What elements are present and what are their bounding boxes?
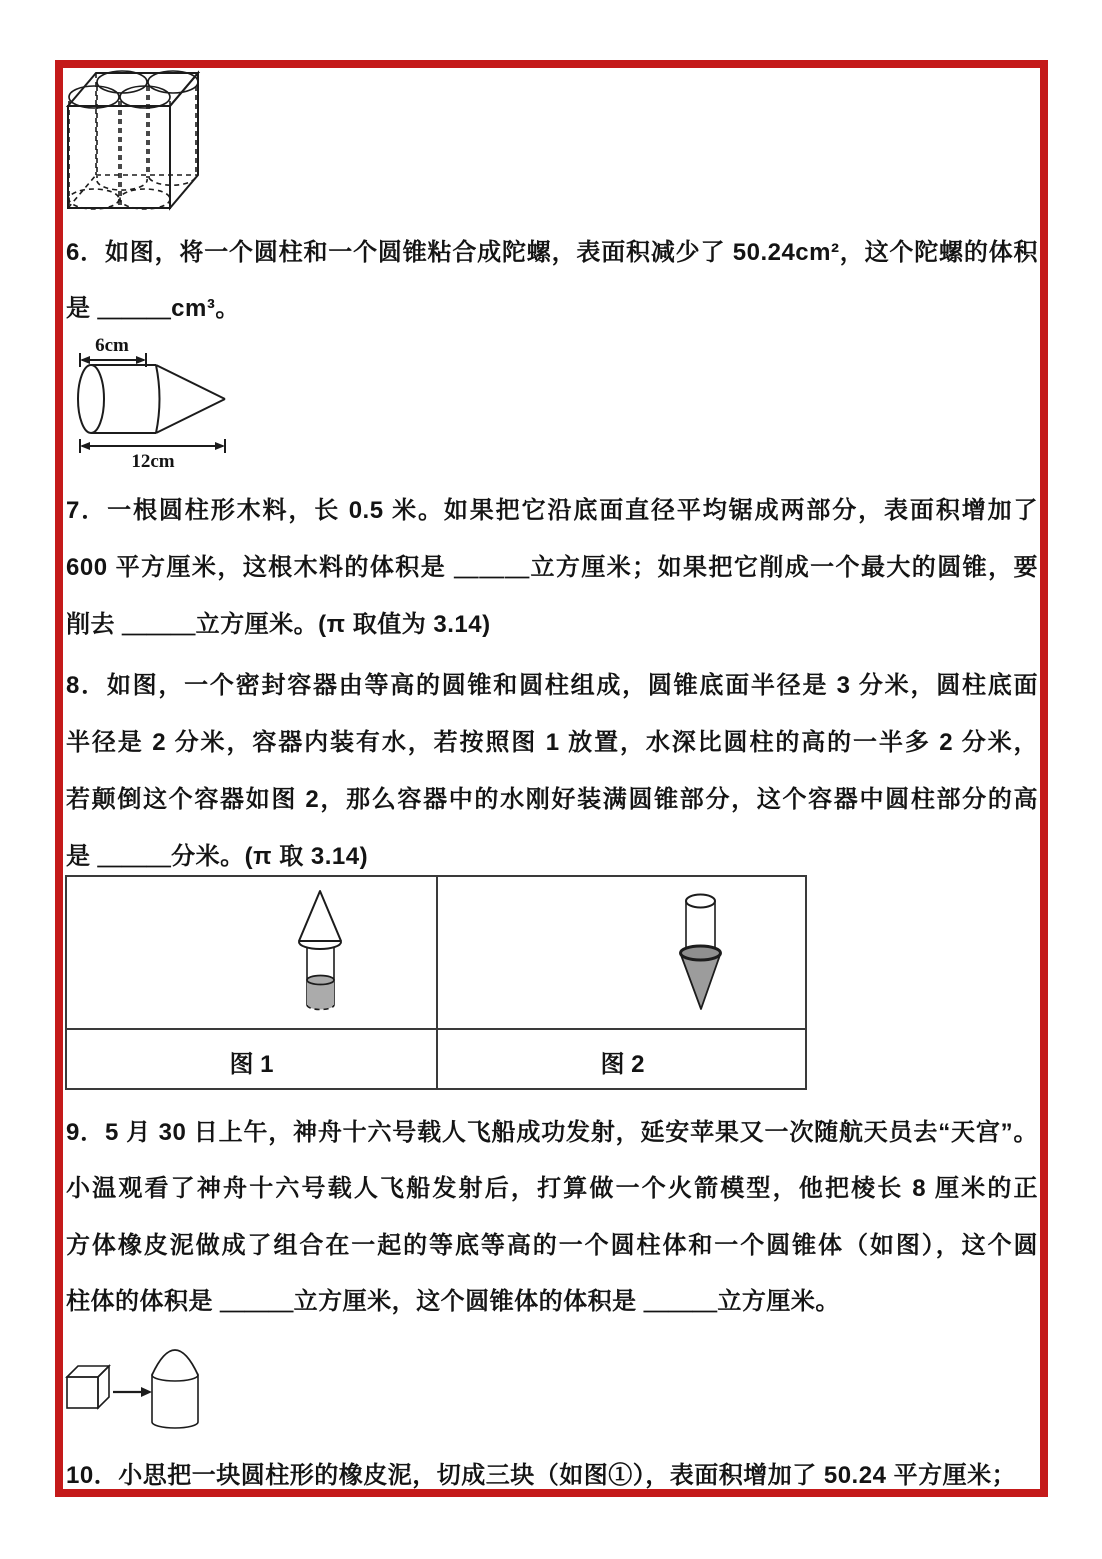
problem-7-line-3: 削去 ＿＿＿立方厘米。(π 取值为 3.14): [66, 611, 491, 638]
problem-7-line-2: 600 平方厘米，这根木料的体积是 ＿＿＿立方厘米；如果把它削成一个最大的圆锥，要: [66, 554, 1038, 581]
problem-8-line-2: 半径是 2 分米，容器内装有水，若按照图 1 放置，水深比圆柱的高的一半多 2 分米，: [66, 729, 1038, 756]
problem-8-line-3: 若颠倒这个容器如图 2，那么容器中的水刚好装满圆锥部分，这个容器中圆柱部分的高: [66, 786, 1038, 813]
box-with-cylinders-drawing: [65, 68, 212, 216]
problem-9-line-2: 小温观看了神舟十六号载人飞船发射后，打算做一个火箭模型，他把棱长 8 厘米的正: [66, 1175, 1038, 1202]
problem-6-line-2: 是 ＿＿＿cm³。: [66, 295, 240, 322]
cube-to-rocket-drawing: [65, 1333, 265, 1441]
problem-7-line-1: 7．一根圆柱形木料，长 0.5 米。如果把它沿底面直径平均锯成两部分，表面积增加了: [66, 497, 1038, 524]
problem-9-line-3: 方体橡皮泥做成了组合在一起的等底等高的一个圆柱体和一个圆锥体（如图），这个圆: [66, 1232, 1038, 1259]
figure-1-caption: 图 1: [229, 1051, 274, 1078]
problem-9-line-1: 9．5 月 30 日上午，神舟十六号载人飞船成功发射，延安苹果又一次随航天员去“天宫”。: [66, 1119, 1038, 1146]
problem-10-line-1: 10．小思把一块圆柱形的橡皮泥，切成三块（如图①），表面积增加了 50.24 平方厘米；: [66, 1462, 1017, 1489]
figure-table-horizontal-divider: [67, 1028, 805, 1030]
figure-table: [65, 875, 807, 1090]
box-with-cylinders-figure: [65, 68, 212, 216]
cylinder-cone-spinner-drawing: [68, 336, 308, 470]
problem-9-line-4: 柱体的体积是 ＿＿＿立方厘米，这个圆锥体的体积是 ＿＿＿立方厘米。: [66, 1288, 840, 1315]
worksheet-content: [63, 68, 1040, 1489]
container-upright-figure: [285, 885, 355, 1020]
problem-6-line-1: 6．如图，将一个圆柱和一个圆锥粘合成陀螺，表面积减少了 50.24cm²，这个陀螺的体积: [66, 239, 1038, 266]
cylinder-length-label: 6cm: [95, 336, 129, 356]
total-length-label: 12cm: [131, 451, 175, 470]
container-inverted-figure: [655, 885, 725, 1020]
container-upright-drawing: [285, 885, 355, 1020]
figure-2-caption: 图 2: [600, 1051, 645, 1078]
cube-to-rocket-figure: [65, 1333, 265, 1441]
cylinder-cone-spinner-figure: [68, 336, 308, 470]
worksheet-red-border: [55, 60, 1048, 1497]
problem-8-line-4: 是 ＿＿＿分米。(π 取 3.14): [66, 843, 369, 870]
problem-8-line-1: 8．如图，一个密封容器由等高的圆锥和圆柱组成，圆锥底面半径是 3 分米，圆柱底面: [66, 672, 1038, 699]
container-inverted-drawing: [655, 885, 725, 1020]
